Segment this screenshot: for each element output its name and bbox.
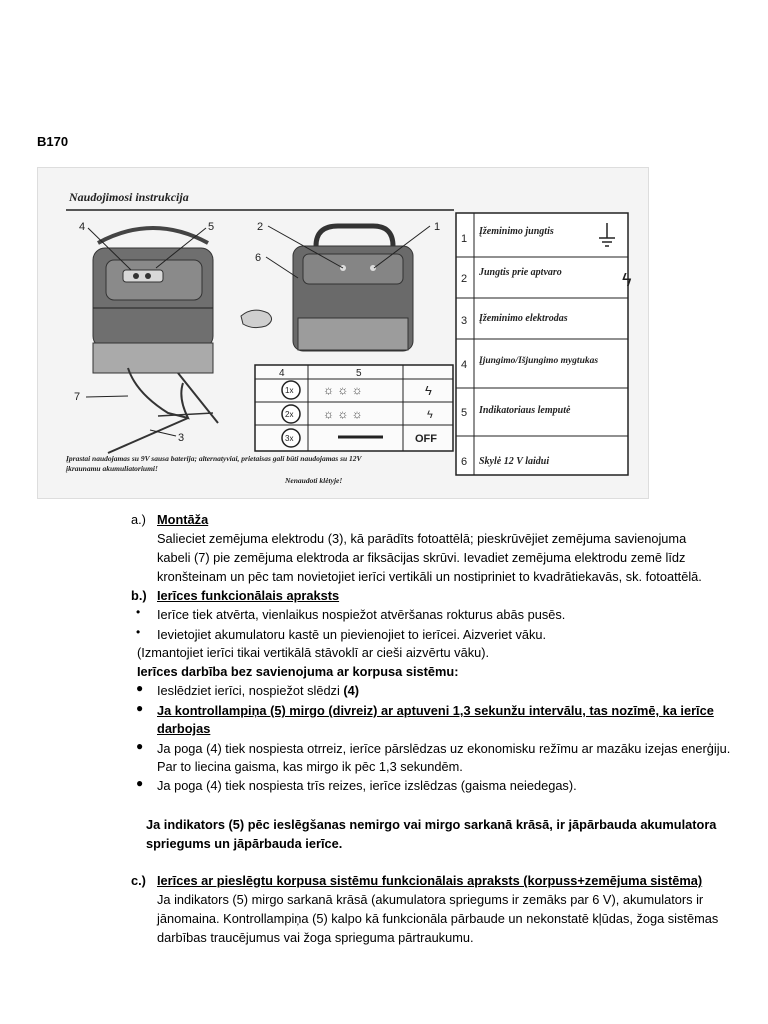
section-a-heading: Montāža <box>157 512 209 527</box>
section-c-line: jānomaina. Kontrollampiņa (5) kalpo kā funkcionāla pārbaude un nekonstatē kļūdas, žoga sistēmas <box>157 911 719 926</box>
instruction-figure <box>37 167 649 499</box>
press-count-2: 2x <box>285 410 294 419</box>
section-b-heading: Ierīces funkcionālais apraksts <box>157 588 340 603</box>
section-c-heading: Ierīces ar pieslēgtu korpusa sistēmu funkcionālais apraksts (korpuss+zemējuma sistēma) <box>157 873 703 888</box>
section-b-subheading: Ierīces darbība bez savienojuma ar korpusa sistēmu: <box>137 664 459 679</box>
document-code: B170 <box>37 134 69 149</box>
section-b-bullet: Ja poga (4) tiek nospiesta otrreiz, ierīce pārslēdzas uz ekonomisku režīmu ar mazāku izejas enerģiju. <box>157 741 731 756</box>
callout-1: 1 <box>434 221 441 233</box>
blink-glyphs-row2: ☼ ☼ ☼ <box>323 407 363 421</box>
bullet-icon: • <box>136 625 141 639</box>
section-b-warning: Ja indikators (5) pēc ieslēgšanas nemirgo vai mirgo sarkanā krāsā, ir jāpārbauda akumulatora <box>146 817 717 832</box>
fence-energizer-closed-illustration <box>293 226 413 351</box>
section-b-bullet: Par to liecina gaisma, kas mirgo ik pēc 1,3 sekundēm. <box>157 759 463 774</box>
lightning-small-icon: ϟ <box>427 409 433 421</box>
figure-note-line2: įkraunamu akumuliatoriumi! <box>66 464 158 473</box>
section-a-line: kronšteinam un pēc tam novietojiet ierīci vertikāli un nostipriniet to kvadrātiekavās, sk. fotoattēlā. <box>157 569 702 584</box>
bullet-icon: • <box>136 605 141 619</box>
callout-3: 3 <box>178 432 185 444</box>
lightning-icon: ϟ <box>425 383 432 398</box>
callout-6: 6 <box>255 252 262 264</box>
section-c-line: Ja indikators (5) mirgo sarkanā krāsā (akumulatora spriegums ir zemāks par 6 V), akumulators ir <box>157 892 704 907</box>
bullet-icon: ● <box>136 776 144 790</box>
legend-item-5: Indikatoriaus lemputė <box>479 405 571 416</box>
legend-item-3: Įžeminimo elektrodas <box>479 313 568 324</box>
svg-text:1: 1 <box>461 233 468 245</box>
callout-2: 2 <box>257 221 264 233</box>
section-a-marker: a.) <box>131 512 146 527</box>
svg-text:5: 5 <box>461 407 468 419</box>
legend-item-4: Įjungimo/Išjungimo mygtukas <box>479 356 599 366</box>
bullet-icon: ● <box>136 701 144 715</box>
figure-note-line1: Įprastai naudojamas su 9V sausa baterija; alternatyviai, prietaisas gali būti naudojamas su 12V <box>66 454 362 463</box>
parts-legend-table <box>456 213 632 475</box>
legend-item-6: Skylė 12 V laidui <box>479 456 550 467</box>
press-count-3: 3x <box>285 434 294 443</box>
section-b-bullet-bold: darbojas <box>157 721 211 736</box>
indicator-panel <box>255 365 453 451</box>
bullet-icon: ● <box>136 739 144 753</box>
ground-electrode-illustration <box>108 368 218 453</box>
section-b-bullet-bold: Ja kontrollampiņa (5) mirgo (divreiz) ar aptuveni 1,3 sekunžu intervālu, tas nozīmē, ka ierīce <box>157 703 714 718</box>
section-b-bullet: Ierīce tiek atvērta, vienlaikus nospiežot atvēršanas rokturus abās pusēs. <box>157 607 566 622</box>
legend-item-2: Jungtis prie aptvaro <box>479 267 562 278</box>
callout-5: 5 <box>208 221 215 233</box>
panel-header-switch: 4 <box>279 368 285 379</box>
svg-text:3: 3 <box>461 315 468 327</box>
section-b-bullet: Ja poga (4) tiek nospiesta trīs reizes, ierīce izslēdzas (gaisma neiedegas). <box>157 778 577 793</box>
panel-header-indicator: 5 <box>356 368 362 379</box>
section-b-bullet: Ieslēdziet ierīci, nospiežot slēdzi (4) <box>157 683 359 698</box>
section-b-bullet: Ievietojiet akumulatoru kastē un pievienojiet to ierīcei. Aizveriet vāku. <box>157 627 547 642</box>
bullet-icon: ● <box>136 681 144 695</box>
legend-item-1: Įžeminimo jungtis <box>479 226 554 237</box>
callout-4: 4 <box>79 221 86 233</box>
section-a-line: Salieciet zemējuma elektrodu (3), kā parādīts fotoattēlā; pieskrūvējiet zemējuma savienojuma <box>157 531 687 546</box>
fence-lightning-icon: ϟ <box>622 270 632 290</box>
callout-7: 7 <box>74 391 81 403</box>
svg-text:2: 2 <box>461 273 468 285</box>
section-a-line: kabeli (7) pie zemējuma elektroda ar fiksācijas skrūvi. Ievadiet zemējuma elektrodu zemē līdz <box>157 550 686 565</box>
figure-warning: Nenaudoti klėtyje! <box>285 476 343 485</box>
section-c-marker: c.) <box>131 873 146 888</box>
figure-title: Naudojimosi instrukcija <box>69 190 189 204</box>
section-b-marker: b.) <box>131 588 147 603</box>
section-b-warning: spriegums un jāpārbauda ierīce. <box>146 836 343 851</box>
section-c-line: darbības traucējumus vai žoga sprieguma pārtraukumu. <box>157 930 474 945</box>
blink-glyphs-row1: ☼ ☼ ☼ <box>323 383 363 397</box>
svg-text:4: 4 <box>461 359 468 371</box>
fence-energizer-open-illustration <box>93 228 213 373</box>
svg-text:6: 6 <box>461 456 468 468</box>
off-label: OFF <box>415 433 437 445</box>
press-count-1: 1x <box>285 386 294 395</box>
section-b-note: (Izmantojiet ierīci tikai vertikālā stāvoklī ar cieši aizvērtu vāku). <box>137 645 490 660</box>
